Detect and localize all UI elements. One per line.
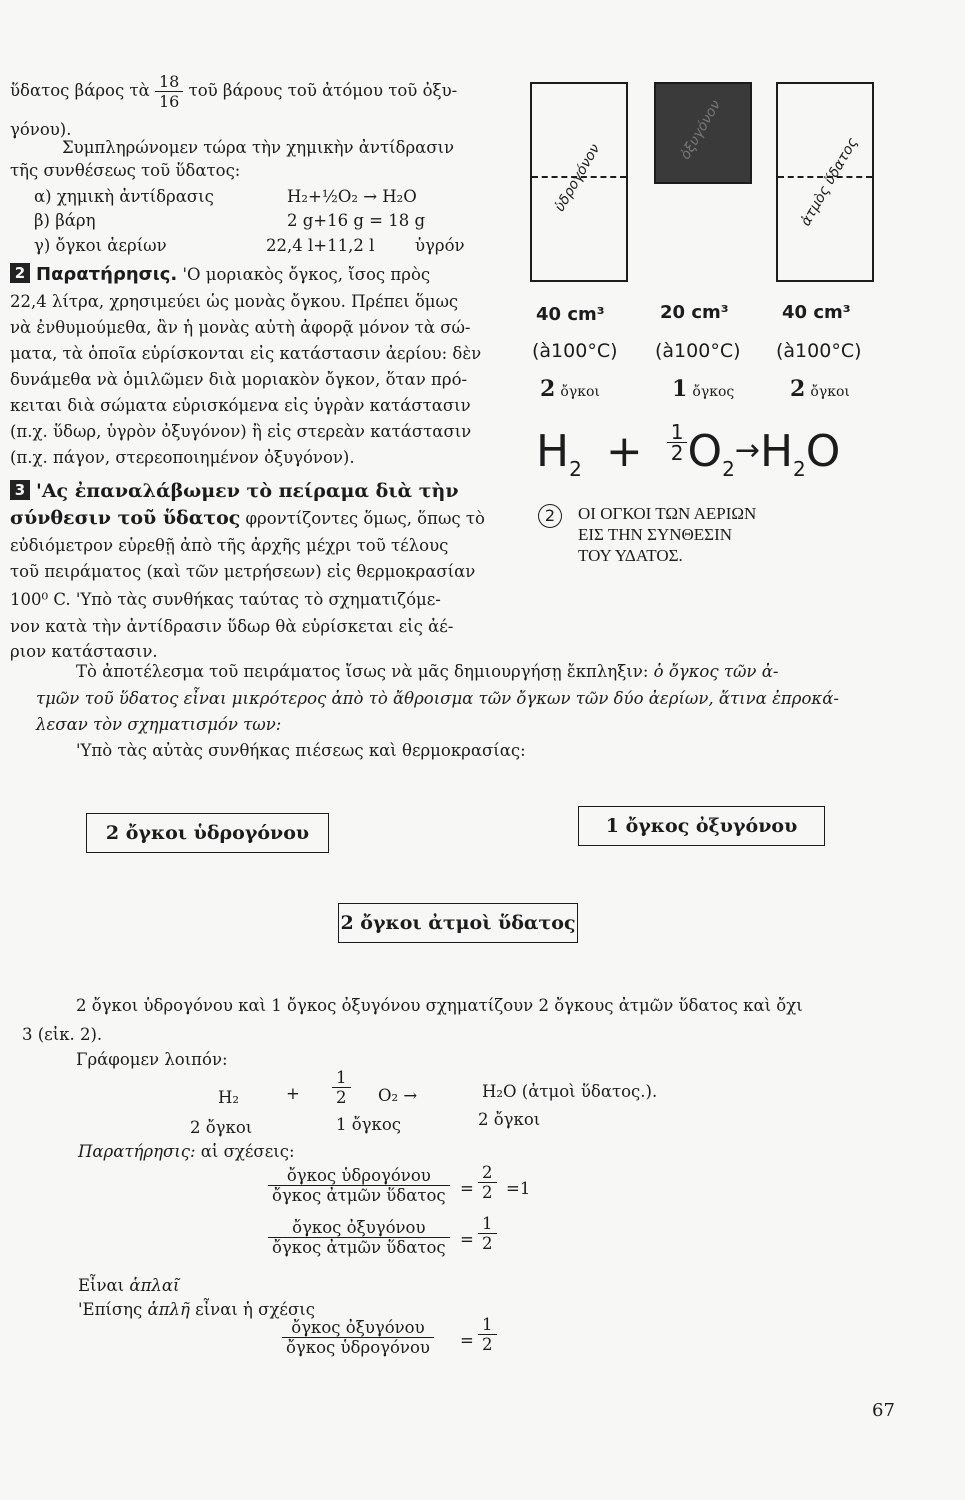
eq-half-num: 1 [667, 422, 688, 443]
conditions-line: 'Υπὸ τὰς αὐτὰς συνθήκας πιέσεως καὶ θερμοκρασίας: [76, 741, 526, 760]
intro-line-3: Συμπληρώνομεν τώρα τὴν χημικὴν ἀντίδρασιν [62, 138, 455, 157]
box-oxygen-volumes: 1 ὄγκος ὀξυγόνου [578, 806, 825, 846]
box-hydrogen-volumes: 2 ὄγκοι ὑδρογόνου [86, 813, 329, 853]
ratio-num: ὄγκος ὑδρογόνου [268, 1166, 450, 1186]
summary-line-1: 2 ὄγκοι ὑδρογόνου καὶ 1 ὄγκος ὀξυγόνου σχηματίζουν 2 ὄγκους ἀτμῶν ὕδατος καὶ ὄχι [76, 996, 803, 1015]
intro-line-1 [10, 72, 457, 111]
figure-caption-line: ΟΙ ΟΓΚΟΙ ΤΩΝ ΑΕΡΙΩΝ [578, 504, 757, 523]
ratio-den: ὄγκος ἀτμῶν ὕδατος [272, 1238, 446, 1257]
ratio-2-eq: = [460, 1230, 474, 1249]
text: Τὸ ἀποτέλεσμα τοῦ πειράματος ἴσως νὰ μᾶς δημιουργήσῃ ἔκπληξιν: [76, 662, 649, 681]
eq2-vol-2: 1 ὄγκος [336, 1115, 402, 1134]
reaction-value-b: 2 g+16 g = 18 g [287, 211, 426, 230]
ratio-1-eq: = [460, 1179, 474, 1198]
volume-count [672, 376, 734, 402]
count: 2 [540, 376, 556, 402]
box-steam-volumes: 2 ὄγκοι ἀτμοὶ ὕδατος [338, 903, 578, 943]
unit: ὄγκοι [560, 384, 600, 400]
section-number-badge: 3 [10, 480, 30, 500]
eq2-h2: H₂ [218, 1088, 240, 1107]
eq2-vol-1: 2 ὄγκοι [190, 1118, 253, 1137]
result-line-1 [76, 662, 778, 681]
section-number-badge: 2 [10, 263, 30, 283]
section-title-cont: σύνθεσιν τοῦ ὕδατος [10, 507, 241, 529]
write-line: Γράφομεν λοιπόν: [76, 1050, 228, 1069]
section-2-line: (π.χ. ὕδωρ, ὑγρὸν ὀξυγόνον) ἢ εἰς στερεὰν κατάστασιν [10, 422, 472, 441]
ratio-1-result: =1 [506, 1179, 531, 1198]
volume-label: 40 cm³ [536, 304, 605, 325]
ratio-1 [268, 1166, 450, 1205]
ratio-3-value [478, 1315, 497, 1354]
eq-sub: 2 [569, 456, 582, 481]
simple-line-2 [78, 1300, 315, 1319]
section-3-line: νον κατὰ τὴν ἀντίδρασιν ὕδωρ θὰ εὑρίσκεται εἰς ἀέ- [10, 617, 454, 636]
fraction-den: 16 [158, 92, 180, 111]
section-2-line: δυνάμεθα νὰ ὁμιλῶμεν διὰ μοριακὸν ὄγκον, ὅταν πρό- [10, 370, 468, 389]
ratio-num: ὄγκος ὀξυγόνου [268, 1218, 450, 1238]
text: Εἶναι [78, 1276, 125, 1295]
eq2-half-num: 1 [332, 1068, 351, 1088]
tube-label: ἀτμὸς ὕδατος [797, 135, 862, 229]
section-2-line: 22,4 λίτρα, χρησιμεύει ὡς μονὰς ὄγκου. Πρέπει ὅμως [10, 292, 459, 311]
eq-arrow: → [734, 433, 760, 468]
intro-line-2: γόνου). [10, 120, 72, 139]
section-3-line-1 [10, 507, 485, 529]
reaction-label-c: γ) ὄγκοι ἀερίων [34, 236, 167, 255]
ratio-2 [268, 1218, 450, 1257]
figure-equation [536, 422, 840, 479]
reaction-extra-c: ὑγρόν [415, 236, 465, 255]
ratio-val-den: 2 [482, 1234, 493, 1253]
reaction-label-b: β) βάρη [34, 211, 96, 230]
section-2-line: κειται διὰ σώματα εὑρισκόμενα εἰς ὑγρὰν κατάστασιν [10, 396, 471, 415]
unit: ὄγκοι [810, 384, 850, 400]
figure-caption-line: ΤΟΥ ΥΔΑΤΟΣ. [578, 546, 683, 565]
text: αἱ σχέσεις: [200, 1142, 295, 1161]
eq-h: H [536, 426, 570, 477]
text-italic: ἁπλῆ [147, 1300, 190, 1319]
fraction-num: 18 [155, 72, 183, 92]
ratio-val-num: 1 [478, 1315, 497, 1335]
ratio-val-num: 1 [478, 1214, 497, 1234]
tube-label: ὀξυγόνον [677, 97, 725, 163]
ratio-2-value [478, 1214, 497, 1253]
volume-count [790, 376, 850, 402]
text-italic: ἁπλαῖ [129, 1276, 180, 1295]
section-2-line: ματα, τὰ ὁποῖα εὑρίσκονται εἰς κατάστασιν ἀερίου: δὲν [10, 344, 482, 363]
eq-o: O [687, 426, 723, 477]
section-3-line: 100⁰ C. 'Υπὸ τὰς συνθήκας ταύτας τὸ σχηματιζόμε- [10, 590, 441, 609]
eq-half [667, 422, 688, 463]
section-3-heading [10, 480, 459, 502]
oxygen-tube [654, 82, 752, 184]
figure-number-badge: 2 [538, 504, 562, 528]
eq-plus: + [605, 426, 643, 477]
figure-caption-line: ΕΙΣ ΤΗΝ ΣΥΝΘΕΣΙΝ [578, 525, 733, 544]
count: 2 [790, 376, 806, 402]
eq-sub: 2 [722, 456, 735, 481]
section-title: Παρατήρησις. [36, 264, 178, 285]
temp-label: (à100°C) [776, 340, 862, 362]
eq2-vol-3: 2 ὄγκοι [478, 1110, 541, 1129]
section-3-line: τοῦ πειράματος (καὶ τῶν μετρήσεων) εἰς θερμοκρασίαν [10, 562, 476, 581]
text: τοῦ βάρους τοῦ ἀτόμου τοῦ ὀξυ- [188, 81, 458, 100]
volume-label: 40 cm³ [782, 302, 851, 323]
unit: ὄγκος [692, 384, 735, 400]
text-italic: ὁ ὄγκος τῶν ἀ- [653, 662, 779, 681]
ratio-3 [282, 1318, 434, 1357]
intro-line-4: τῆς συνθέσεως τοῦ ὕδατος: [10, 161, 241, 180]
count: 1 [672, 376, 688, 402]
section-title: 'Ας ἐπαναλάβωμεν τὸ πείραμα διὰ τὴν [36, 480, 459, 502]
page-number: 67 [872, 1400, 895, 1421]
text-italic: Παρατήρησις: [78, 1142, 196, 1161]
ratio-val-den: 2 [482, 1335, 493, 1354]
result-line-3: λεσαν τὸν σχηματισμόν των: [36, 715, 282, 734]
ratio-3-eq: = [460, 1331, 474, 1350]
result-line-2: τμῶν τοῦ ὕδατος εἶναι μικρότερος ἀπὸ τὸ ἄθροισμα τῶν ὄγκων τῶν δύο ἀερίων, ἅτινα ἐπροκά- [36, 689, 839, 708]
ratio-val-den: 2 [482, 1183, 493, 1202]
temp-label: (à100°C) [655, 340, 741, 362]
hydrogen-tube [530, 82, 628, 282]
reaction-value-a: H₂+½O₂ → H₂O [287, 187, 417, 206]
reaction-label-a: α) χημικὴ ἀντίδρασις [34, 187, 214, 206]
volume-count [540, 376, 600, 402]
section-2-line: (π.χ. πάγον, στερεοποιημένον ὀξυγόνον). [10, 448, 355, 467]
ratio-num: ὄγκος ὀξυγόνου [282, 1318, 434, 1338]
observation-line [78, 1142, 295, 1161]
eq2-half [332, 1068, 351, 1107]
eq2-half-den: 2 [336, 1088, 347, 1107]
eq-o: O [805, 426, 841, 477]
ratio-val-num: 2 [478, 1163, 497, 1183]
steam-tube [776, 82, 874, 282]
section-3-line: ριον κατάστασιν. [10, 642, 158, 661]
eq2-plus: + [286, 1084, 300, 1103]
section-2-line: νὰ ἐνθυμούμεθα, ἂν ἡ μονὰς αὐτὴ ἀφορᾷ μόνον τὰ σώ- [10, 318, 471, 337]
fraction-18-16 [155, 72, 183, 111]
eq2-h2o: H₂O (ἀτμοὶ ὕδατος.). [482, 1082, 658, 1101]
section-3-line: εὐδιόμετρον εὑρεθῇ ἀπὸ τῆς ἀρχῆς μέχρι τοῦ τέλους [10, 536, 449, 555]
section-2-heading [10, 263, 430, 285]
eq2-o2: O₂ → [378, 1086, 418, 1105]
eq-sub: 2 [793, 456, 806, 481]
summary-line-2: 3 (εἰκ. 2). [22, 1025, 103, 1044]
section-text: φροντίζοντες ὅμως, ὅπως τὸ [245, 509, 485, 528]
ratio-den: ὄγκος ὑδρογόνου [286, 1338, 430, 1357]
eq-half-den: 2 [670, 441, 684, 465]
text: ὕδατος βάρος τὰ [10, 81, 150, 100]
reaction-value-c: 22,4 l+11,2 l [266, 236, 375, 255]
ratio-1-value [478, 1163, 497, 1202]
eq-h: H [759, 426, 794, 477]
section-text: 'Ο μοριακὸς ὄγκος, ἴσος πρὸς [182, 265, 431, 284]
text: 'Επίσης [78, 1300, 143, 1319]
temp-label: (à100°C) [532, 340, 618, 362]
ratio-den: ὄγκος ἀτμῶν ὕδατος [272, 1186, 446, 1205]
text: εἶναι ἡ σχέσις [195, 1300, 315, 1319]
simple-line-1 [78, 1276, 179, 1295]
tube-label: ὑδρογόνον [551, 141, 604, 215]
volume-label: 20 cm³ [660, 302, 729, 323]
